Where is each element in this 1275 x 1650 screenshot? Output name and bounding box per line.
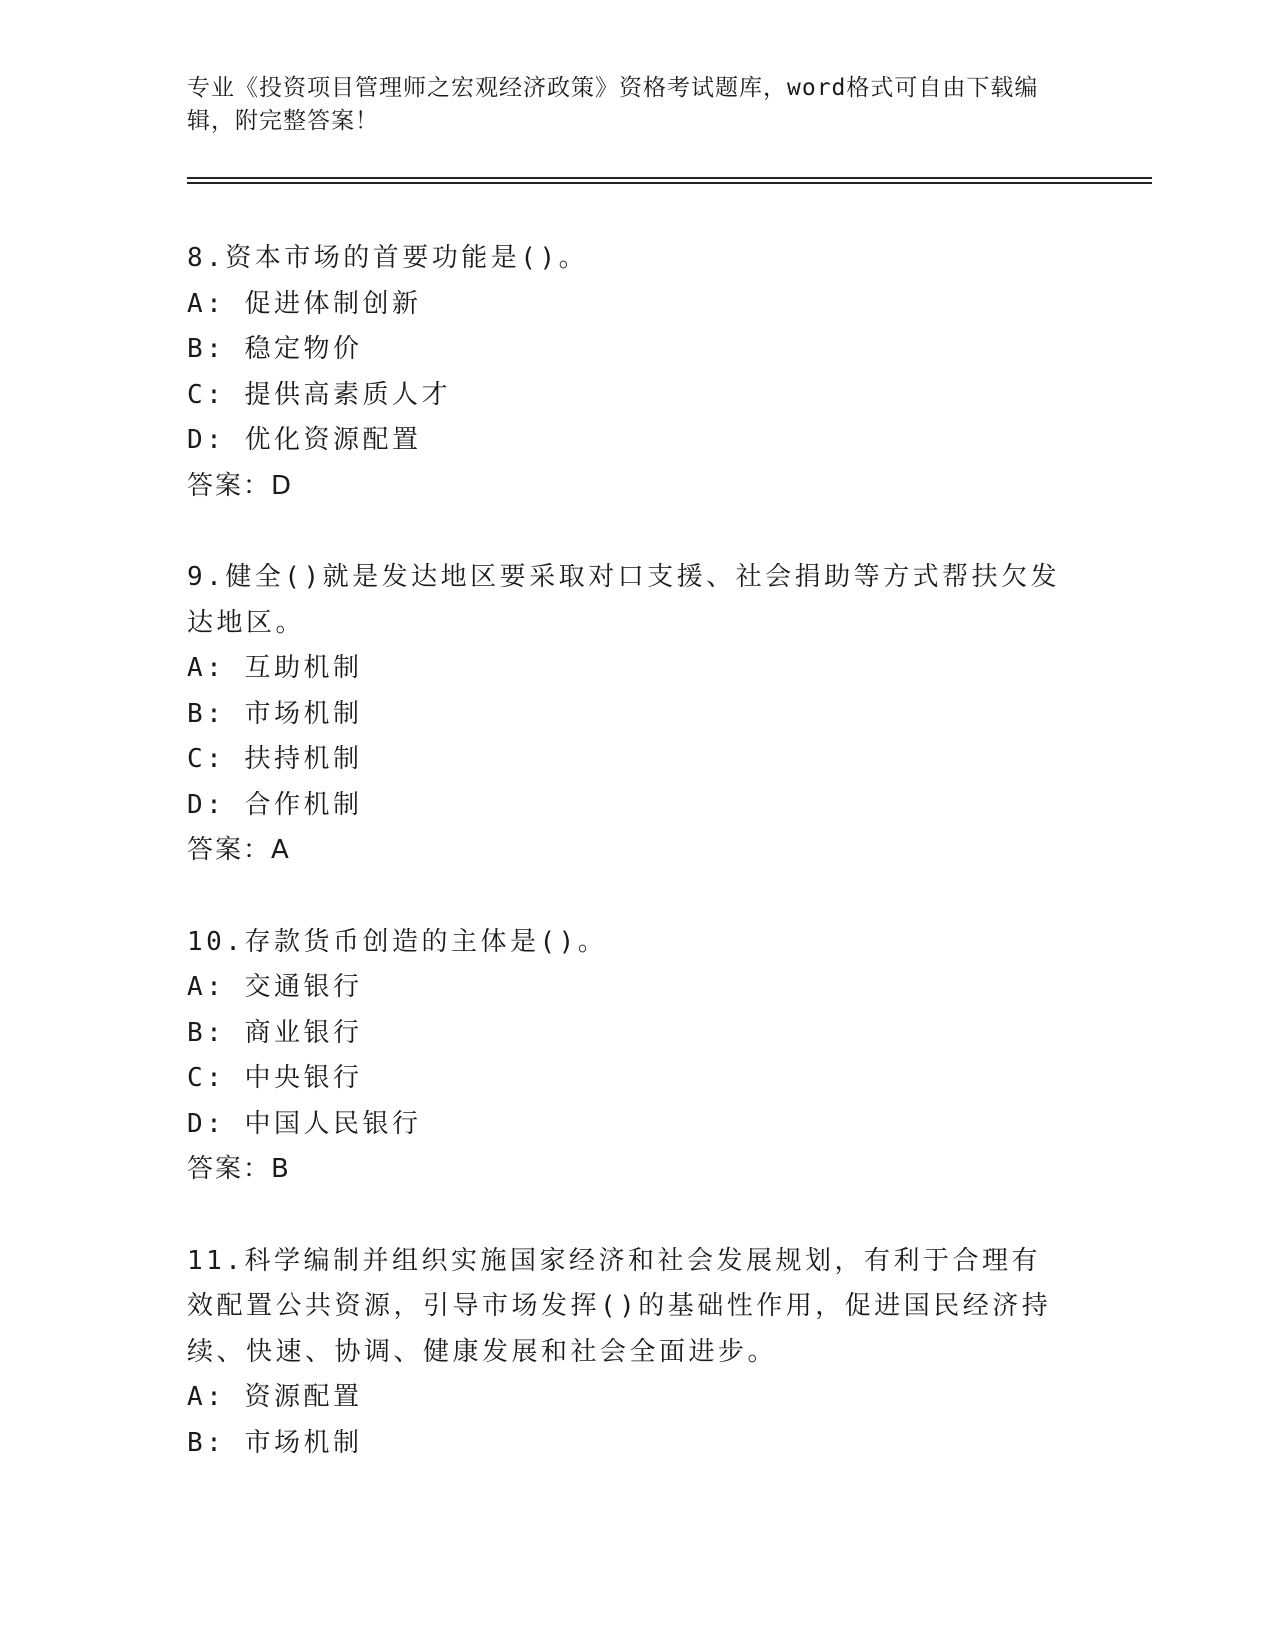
question-8 [187, 236, 1087, 509]
answer-line: 答案：A [187, 835, 291, 865]
option-a: A: 互助机制 [187, 653, 363, 683]
option-c: C: 中央银行 [187, 1063, 363, 1093]
answer-line: 答案：B [187, 1154, 291, 1184]
option-b: B: 商业银行 [187, 1017, 363, 1048]
document-header: 专业《投资项目管理师之宏观经济政策》资格考试题库，word格式可自由下载编辑，附完整答案！ [187, 75, 1039, 134]
question-stem: 10.存款货币创造的主体是()。 [187, 926, 608, 957]
option-b: B: 市场机制 [187, 698, 363, 729]
question-9 [187, 555, 1087, 874]
option-a: A: 交通银行 [187, 972, 363, 1002]
option-c: C: 提供高素质人才 [187, 379, 451, 410]
question-11 [187, 1239, 1087, 1467]
answer-line: 答案：D [187, 470, 294, 501]
option-a: A: 资源配置 [187, 1382, 363, 1412]
question-stem: 8.资本市场的首要功能是()。 [187, 243, 589, 273]
question-list [187, 236, 1087, 1512]
header-divider-top [187, 177, 1152, 179]
option-a: A: 促进体制创新 [187, 288, 422, 319]
option-d: D: 中国人民银行 [187, 1108, 422, 1139]
option-b: B: 市场机制 [187, 1427, 363, 1458]
option-d: D: 优化资源配置 [187, 425, 422, 455]
question-stem: 11.科学编制并组织实施国家经济和社会发展规划，有利于合理有效配置公共资源，引导市场发挥()的基础性作用，促进国民经济持续、快速、协调、健康发展和社会全面进步。 [187, 1245, 1052, 1367]
question-10 [187, 920, 1087, 1193]
option-c: C: 扶持机制 [187, 744, 363, 774]
option-d: D: 合作机制 [187, 789, 363, 820]
option-b: B: 稳定物价 [187, 334, 363, 364]
question-stem: 9.健全()就是发达地区要采取对口支援、社会捐助等方式帮扶欠发达地区。 [187, 562, 1061, 638]
header-divider-bottom [187, 182, 1152, 184]
